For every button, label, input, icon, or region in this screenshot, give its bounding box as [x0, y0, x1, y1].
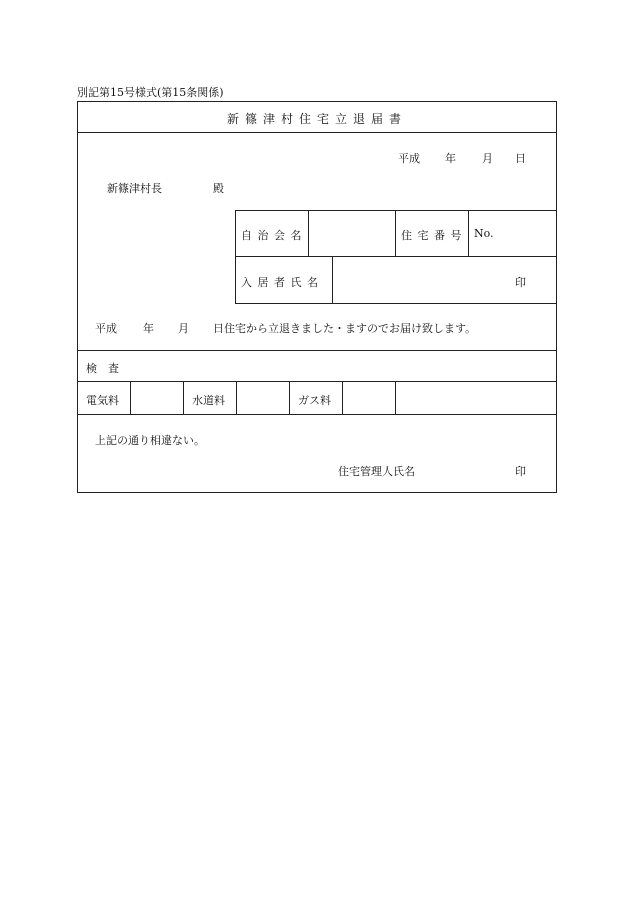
addressee-name: 新篠津村長	[107, 182, 162, 195]
utility-label-water: 水道料	[192, 394, 225, 407]
form-reference: 別記第15号様式(第15条関係)	[77, 86, 224, 99]
manager-seal: 印	[515, 465, 526, 478]
association-field[interactable]	[310, 212, 394, 255]
form-title: 新篠津村住宅立退届書	[226, 112, 407, 126]
house-number-label: 住宅番号	[401, 229, 467, 242]
confirmation-text: 上記の通り相違ない。	[95, 434, 205, 447]
date-year-label: 年	[445, 152, 456, 165]
resident-name-field[interactable]	[334, 258, 504, 302]
date-era: 平成	[398, 152, 420, 165]
date-day-label: 日	[515, 152, 526, 165]
statement-year-label: 年	[143, 322, 154, 335]
utility-field-electricity[interactable]	[132, 383, 182, 413]
statement-text: 日住宅から立退きました・ますのでお届け致します。	[213, 322, 477, 335]
manager-name-label: 住宅管理人氏名	[338, 465, 415, 478]
utility-label-gas: ガス料	[298, 394, 331, 407]
inspection-label: 検 査	[86, 362, 119, 375]
association-label: 自治会名	[241, 229, 307, 242]
addressee-honorific: 殿	[213, 182, 224, 195]
utility-label-electricity: 電気料	[86, 394, 119, 407]
utility-field-gas[interactable]	[344, 383, 394, 413]
statement-month-label: 月	[178, 322, 189, 335]
house-number-field[interactable]: No.	[474, 227, 494, 240]
utility-field-water[interactable]	[238, 383, 288, 413]
resident-seal: 印	[515, 276, 526, 289]
resident-name-label: 入居者氏名	[241, 276, 324, 289]
statement-era: 平成	[95, 322, 117, 335]
date-month-label: 月	[482, 152, 493, 165]
